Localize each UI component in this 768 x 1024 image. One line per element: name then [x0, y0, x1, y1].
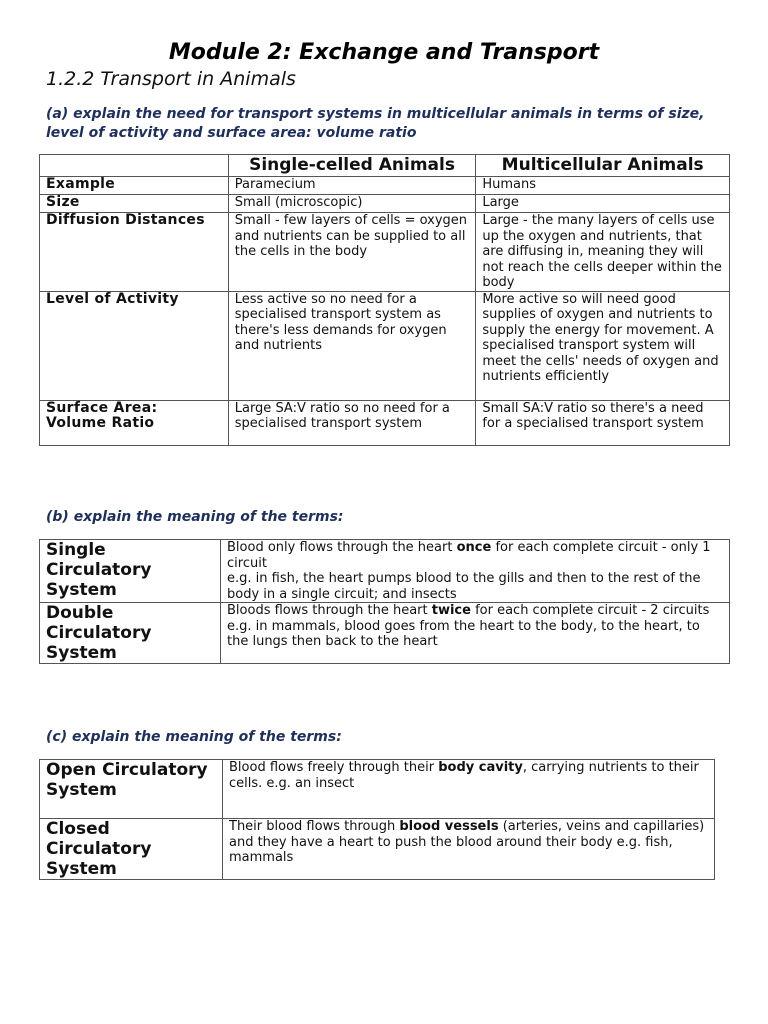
- table-row: [40, 177, 730, 195]
- column-header-blank: [40, 155, 229, 177]
- cell-single: Small - few layers of cells = oxygen and nutrients can be supplied to all the cells in the body: [228, 213, 476, 292]
- cell-single: Paramecium: [228, 177, 476, 195]
- table-row: [40, 400, 730, 445]
- objective-c: (c) explain the meaning of the terms:: [46, 729, 342, 745]
- table-header-row: [40, 155, 730, 177]
- row-label: Diffusion Distances: [40, 213, 229, 292]
- row-label: Surface Area: Volume Ratio: [40, 400, 229, 445]
- cell-multi: Large: [476, 195, 730, 213]
- animals-comparison-table: [39, 154, 730, 446]
- row-label: Example: [40, 177, 229, 195]
- cell-multi: Small SA:V ratio so there's a need for a specialised transport system: [476, 400, 730, 445]
- table-row: [40, 213, 730, 292]
- term-label: Open Circulatory System: [40, 760, 223, 819]
- term-definition: Their blood flows through blood vessels (arteries, veins and capillaries) and they have a heart to push the blood around their body e.g. fish, mammals: [223, 819, 715, 880]
- term-label: Double Circulatory System: [40, 603, 221, 664]
- column-header-single: Single-celled Animals: [228, 155, 476, 177]
- cell-single: Small (microscopic): [228, 195, 476, 213]
- objective-a: (a) explain the need for transport systems in multicellular animals in terms of size, level of activity and surface area: volume ratio: [46, 106, 705, 141]
- table-row: [40, 760, 715, 819]
- document-title: Module 2: Exchange and Transport: [168, 40, 600, 65]
- table-row: [40, 291, 730, 400]
- term-label: Single Circulatory System: [40, 540, 221, 603]
- cell-single: Large SA:V ratio so no need for a specialised transport system: [228, 400, 476, 445]
- section-subtitle: 1.2.2 Transport in Animals: [46, 68, 296, 90]
- term-label: Closed Circulatory System: [40, 819, 223, 880]
- cell-multi: More active so will need good supplies of oxygen and nutrients to supply the energy for movement. A specialised transport system will meet the cells' needs of oxygen and nutrients efficiently: [476, 291, 730, 400]
- column-header-multi: Multicellular Animals: [476, 155, 730, 177]
- row-label: Level of Activity: [40, 291, 229, 400]
- row-label: Size: [40, 195, 229, 213]
- objective-b: (b) explain the meaning of the terms:: [46, 509, 344, 525]
- cell-single: Less active so no need for a specialised transport system as there's less demands for oxygen and nutrients: [228, 291, 476, 400]
- cell-multi: Humans: [476, 177, 730, 195]
- circulatory-terms-table-b: [39, 539, 730, 664]
- table-row: [40, 540, 730, 603]
- term-definition: Bloods flows through the heart twice for each complete circuit - 2 circuits e.g. in mammals, blood goes from the heart to the body, to the heart, to the lungs then back to the heart: [221, 603, 730, 664]
- cell-multi: Large - the many layers of cells use up the oxygen and nutrients, that are diffusing in, meaning they will not reach the cells deeper within the body: [476, 213, 730, 292]
- term-definition: Blood flows freely through their body cavity, carrying nutrients to their cells. e.g. an insect: [223, 760, 715, 819]
- table-row: [40, 603, 730, 664]
- circulatory-terms-table-c: [39, 759, 715, 880]
- table-row: [40, 195, 730, 213]
- table-row: [40, 819, 715, 880]
- term-definition: Blood only flows through the heart once for each complete circuit - only 1 circuit e.g. in fish, the heart pumps blood to the gills and then to the rest of the body in a single circuit; and insects: [221, 540, 730, 603]
